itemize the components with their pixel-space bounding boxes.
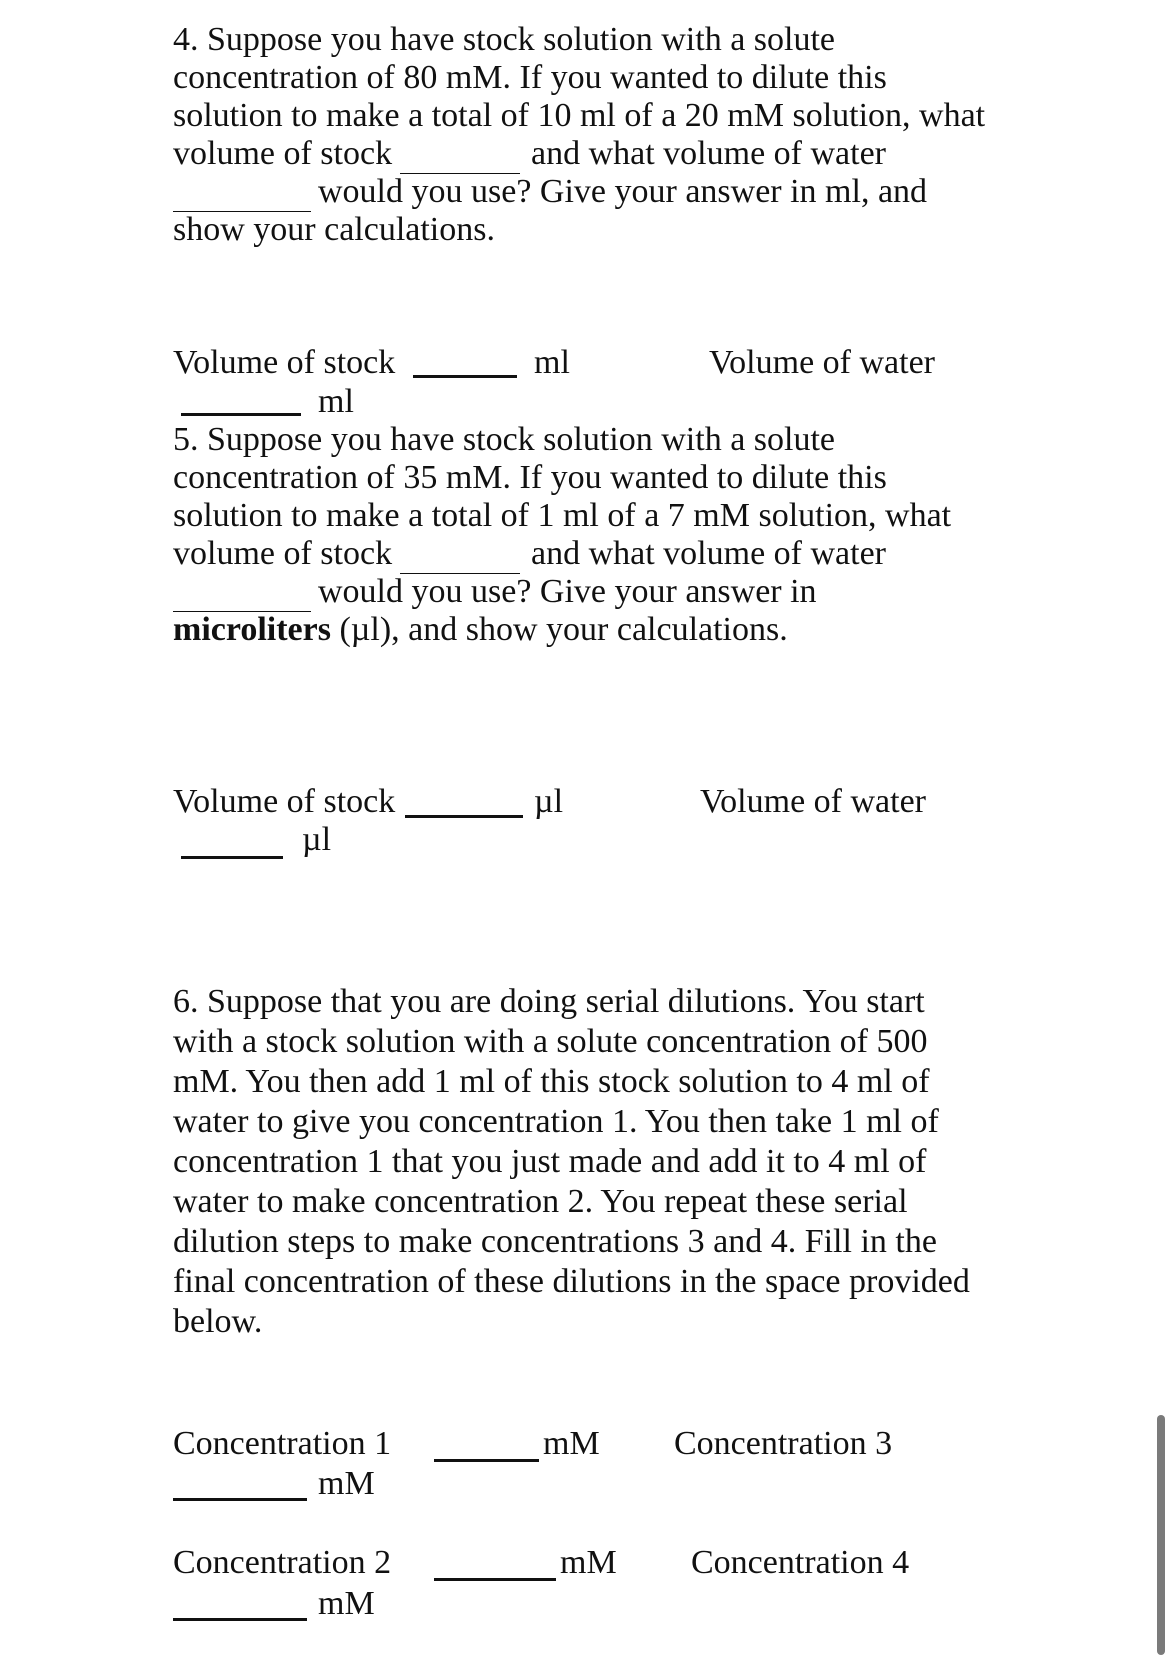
q4-stock-answer-line[interactable]: [413, 375, 517, 378]
q5-line-6: [173, 610, 788, 650]
q4-line-4b: and what volume of water: [531, 135, 886, 172]
vertical-scrollbar[interactable]: [1157, 1415, 1165, 1655]
q4-water-answer-line[interactable]: [181, 413, 301, 416]
c3-label: Concentration 3: [674, 1425, 893, 1462]
c3-answer-line[interactable]: [173, 1498, 307, 1501]
q5-line-5: would you use? Give your answer in: [318, 573, 817, 610]
c4-unit: mM: [318, 1585, 375, 1622]
q4-line-5: would you use? Give your answer in ml, and: [318, 173, 928, 210]
c1-label: Concentration 1: [173, 1425, 392, 1462]
q4-line-1: 4. Suppose you have stock solution with a solute: [173, 21, 836, 58]
q5-line-3: solution to make a total of 1 ml of a 7 mM solution, what: [173, 497, 952, 534]
q6-line-9: below.: [173, 1303, 263, 1340]
c1-unit: mM: [543, 1425, 600, 1462]
c4-answer-line[interactable]: [173, 1618, 307, 1621]
q5-line-4a: volume of stock: [173, 535, 393, 572]
q4-line-4a: volume of stock: [173, 135, 393, 172]
q5-stock-unit: µl: [534, 783, 564, 820]
q6-line-6: water to make concentration 2. You repeat these serial: [173, 1183, 908, 1220]
q5-line-2: concentration of 35 mM. If you wanted to dilute this: [173, 459, 887, 496]
q5-water-label: Volume of water: [700, 783, 926, 820]
q6-line-2: with a stock solution with a solute concentration of 500: [173, 1023, 928, 1060]
q4-line-2: concentration of 80 mM. If you wanted to dilute this: [173, 59, 887, 96]
q4-stock-label: Volume of stock: [173, 344, 396, 381]
c4-label: Concentration 4: [691, 1544, 910, 1581]
q5-microliters-bold: microliters: [173, 611, 331, 648]
q4-stock-unit: ml: [534, 344, 570, 381]
q5-stock-label: Volume of stock: [173, 783, 396, 820]
c3-unit: mM: [318, 1465, 375, 1502]
q6-line-1: 6. Suppose that you are doing serial dilutions. You start: [173, 983, 925, 1020]
c2-label: Concentration 2: [173, 1544, 392, 1581]
c1-answer-line[interactable]: [434, 1459, 539, 1462]
q5-water-answer-line[interactable]: [181, 856, 283, 859]
c2-answer-line[interactable]: [434, 1578, 556, 1581]
q4-line-6: show your calculations.: [173, 211, 495, 248]
q5-line-6-rest: (µl), and show your calculations.: [330, 611, 788, 648]
q6-line-5: concentration 1 that you just made and add it to 4 ml of: [173, 1143, 927, 1180]
q5-line-1: 5. Suppose you have stock solution with a solute: [173, 421, 836, 458]
q6-line-4: water to give you concentration 1. You then take 1 ml of: [173, 1103, 939, 1140]
q6-line-8: final concentration of these dilutions in the space provided: [173, 1263, 970, 1300]
c2-unit: mM: [560, 1544, 617, 1581]
q5-line-4b: and what volume of water: [531, 535, 886, 572]
q4-water-unit: ml: [318, 383, 354, 420]
q6-line-7: dilution steps to make concentrations 3 and 4. Fill in the: [173, 1223, 937, 1260]
q5-water-unit: µl: [302, 821, 332, 858]
q5-stock-answer-line[interactable]: [405, 815, 523, 818]
q4-water-label: Volume of water: [709, 344, 935, 381]
q6-line-3: mM. You then add 1 ml of this stock solution to 4 ml of: [173, 1063, 930, 1100]
q4-line-3: solution to make a total of 10 ml of a 20 mM solution, what: [173, 97, 986, 134]
